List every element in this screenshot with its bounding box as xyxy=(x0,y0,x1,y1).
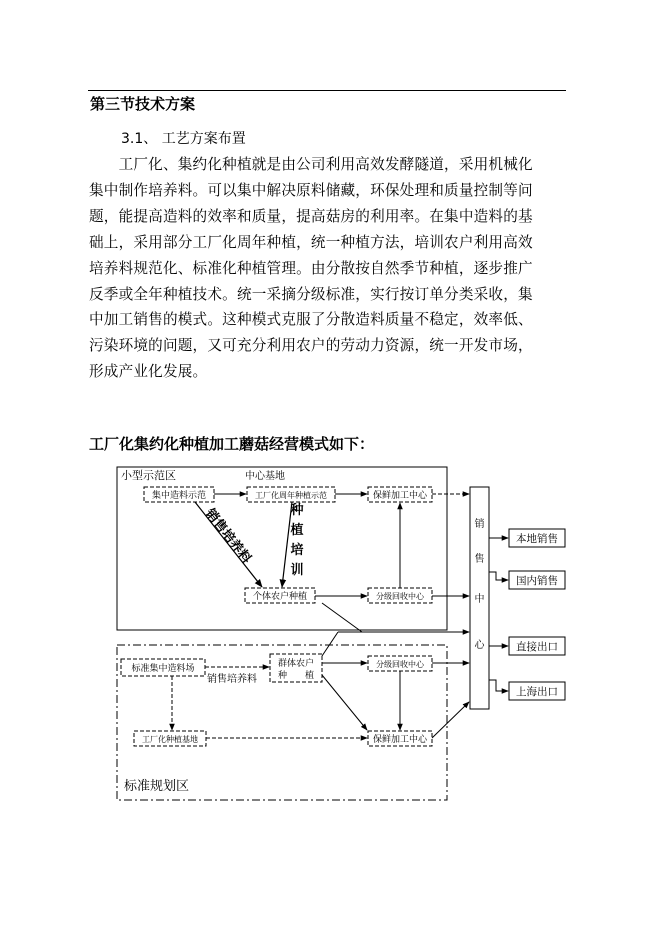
center-base-label: 中心基地 xyxy=(245,471,285,482)
arrow xyxy=(432,702,469,738)
arrow xyxy=(489,680,508,691)
box-fresh-processing-bottom-label: 保鲜加工中心 xyxy=(372,735,428,745)
section-title: 第三节技术方案 xyxy=(90,95,196,113)
header-rule xyxy=(88,90,566,91)
business-model-diagram xyxy=(100,458,600,808)
outlet-domestic-label: 国内销售 xyxy=(516,575,558,587)
box-group-farmer-label-1: 群体农户 xyxy=(277,659,315,669)
paragraph-line: 反季或全年种植技术。统一采摘分级标准，实行按订单分类采收，集 xyxy=(89,285,533,303)
top-zone-label: 小型示范区 xyxy=(121,469,176,482)
box-fresh-processing-top-label: 保鲜加工中心 xyxy=(372,491,428,501)
paragraph-line: 工厂化、集约化种植就是由公司利用高效发酵隧道，采用机械化 xyxy=(89,156,533,173)
sales-center-char: 中 xyxy=(474,594,485,605)
diagram-caption: 工厂化集约化种植加工蘑菇经营模式如下： xyxy=(89,435,375,453)
box-factory-year-round-label: 工厂化周年种植示范 xyxy=(255,491,327,500)
box-individual-farmer-label: 个体农户种植 xyxy=(252,592,308,602)
box-grading-top-label: 分级回收中心 xyxy=(376,592,424,601)
box-factory-base-label: 工厂化种植基地 xyxy=(142,735,198,744)
arrow xyxy=(322,675,367,730)
paragraph-line: 培养料规范化、标准化种植管理。由分散按自然季节种植，逐步推广 xyxy=(89,259,533,277)
bottom-zone-label: 标准规划区 xyxy=(124,779,190,794)
box-group-farmer-label-2: 种 植 xyxy=(277,671,315,681)
paragraph-line: 中加工销售的模式。这种模式克服了分散造料质量不稳定，效率低、 xyxy=(89,311,533,329)
sales-center-char: 售 xyxy=(474,554,485,565)
connector-line xyxy=(322,632,338,656)
paragraph-line: 形成产业化发展。 xyxy=(89,363,208,381)
paragraph-line: 污染环境的问题，又可充分利用农户的劳动力资源，统一开发市场， xyxy=(89,337,533,355)
arrow xyxy=(489,572,508,580)
box-std-central-feed-label: 标准集中造料场 xyxy=(131,664,195,674)
sell-feed-bottom-label: 销售培养料 xyxy=(207,674,257,685)
body-paragraph xyxy=(89,152,567,385)
paragraph-line: 集中制作培养料。可以集中解决原料储藏，环保处理和质量控制等问 xyxy=(89,181,533,199)
box-grading-bottom-label: 分级回收中心 xyxy=(376,660,424,669)
outlet-shanghai-export-label: 上海出口 xyxy=(516,686,558,698)
paragraph-line: 础上，采用部分工厂化周年种植，统一种植方法，培训农户利用高效 xyxy=(89,233,533,251)
subsection-title: 3.1、 工艺方案布置 xyxy=(121,131,246,147)
sell-feed-diagonal-label: 销售培养料 xyxy=(201,506,254,567)
plant-training-char: 训 xyxy=(290,563,304,578)
plant-training-char: 植 xyxy=(290,523,304,538)
connector-line xyxy=(322,603,362,632)
plant-training-char: 种 xyxy=(290,503,304,518)
sales-center-char: 销 xyxy=(474,519,485,530)
box-central-feed-label: 集中造料示范 xyxy=(151,491,207,501)
outlet-local-label: 本地销售 xyxy=(516,533,558,545)
sales-center-char: 心 xyxy=(474,640,485,651)
outlet-direct-export-label: 直接出口 xyxy=(516,641,558,653)
paragraph-line: 题，能提高造料的效率和质量，提高菇房的利用率。在集中造料的基 xyxy=(89,207,533,225)
plant-training-char: 培 xyxy=(290,543,304,558)
